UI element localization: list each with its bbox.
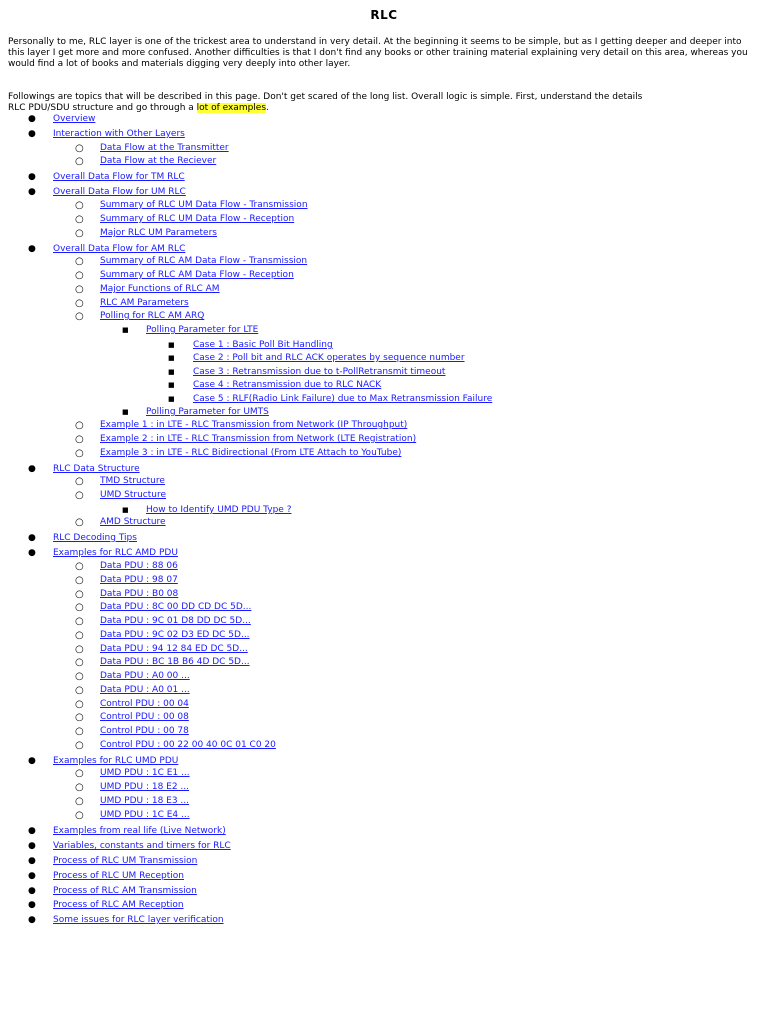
bullet-icon: ○ — [75, 685, 84, 696]
bullet-icon: ■ — [122, 408, 129, 416]
toc-link[interactable]: RLC Decoding Tips — [53, 533, 137, 543]
toc-link[interactable]: Data PDU : 9C 01 D8 DD DC 5D... — [100, 616, 251, 626]
bullet-icon: ● — [28, 841, 36, 851]
toc-item — [0, 671, 768, 682]
toc-item — [0, 644, 768, 655]
bullet-icon: ○ — [75, 311, 84, 322]
toc-item — [0, 228, 768, 239]
toc-item — [0, 505, 768, 516]
toc-link[interactable]: Some issues for RLC layer verification — [53, 915, 224, 925]
bullet-icon: ● — [28, 856, 36, 866]
bullet-icon: ○ — [75, 740, 84, 751]
toc-item — [0, 214, 768, 225]
toc-item — [0, 200, 768, 211]
toc-item — [0, 434, 768, 445]
toc-item — [0, 311, 768, 322]
toc-item — [0, 284, 768, 295]
toc-link[interactable]: Summary of RLC AM Data Flow - Transmission — [100, 256, 308, 266]
bullet-icon: ○ — [75, 616, 84, 627]
bullet-icon: ● — [28, 886, 36, 896]
bullet-icon: ○ — [75, 284, 84, 295]
bullet-icon: ○ — [75, 796, 84, 807]
bullet-icon: ○ — [75, 256, 84, 267]
toc-item — [0, 685, 768, 696]
toc-item — [0, 726, 768, 737]
highlight-lot-of-examples: lot of examples — [196, 103, 267, 113]
toc-link[interactable]: Polling Parameter for LTE — [146, 325, 259, 335]
bullet-icon: ● — [28, 826, 36, 836]
toc-link[interactable]: Summary of RLC UM Data Flow - Reception — [100, 214, 295, 224]
toc-link[interactable]: UMD PDU : 18 E3 ... — [100, 796, 190, 806]
bullet-icon: ○ — [75, 575, 84, 586]
toc-link[interactable]: TMD Structure — [100, 476, 165, 486]
toc-link[interactable]: Overall Data Flow for AM RLC — [53, 244, 186, 254]
bullet-icon: ○ — [75, 671, 84, 682]
toc-link[interactable]: RLC AM Parameters — [100, 298, 189, 308]
toc-link[interactable]: Process of RLC AM Reception — [53, 900, 184, 910]
toc-link[interactable]: Control PDU : 00 08 — [100, 712, 189, 722]
bullet-icon: ● — [28, 915, 36, 925]
toc-item — [0, 380, 768, 391]
toc-item — [0, 367, 768, 378]
toc-item — [0, 756, 768, 767]
toc-link[interactable]: Control PDU : 00 22 00 40 0C 01 C0 20 — [100, 740, 276, 750]
toc-item — [0, 602, 768, 613]
toc-item — [0, 533, 768, 544]
bullet-icon: ○ — [75, 517, 84, 528]
toc-item — [0, 156, 768, 167]
toc-link[interactable]: Process of RLC UM Reception — [53, 871, 184, 881]
toc-link[interactable]: Examples from real life (Live Network) — [53, 826, 226, 836]
bullet-icon: ● — [28, 533, 36, 543]
bullet-icon: ○ — [75, 768, 84, 779]
bullet-icon: ○ — [75, 434, 84, 445]
toc-link[interactable]: Case 1 : Basic Poll Bit Handling — [193, 340, 333, 350]
bullet-icon: ■ — [122, 326, 129, 334]
toc-item — [0, 548, 768, 559]
toc-item — [0, 561, 768, 572]
toc-item — [0, 325, 768, 336]
toc-item — [0, 589, 768, 600]
toc-link[interactable]: Data PDU : 9C 02 D3 ED DC 5D... — [100, 630, 250, 640]
toc-link[interactable]: Example 1 : in LTE - RLC Transmission from Network (IP Throughput) — [100, 420, 408, 430]
topics-intro — [8, 92, 760, 114]
toc-item — [0, 448, 768, 459]
toc-item — [0, 114, 768, 125]
bullet-icon: ○ — [75, 782, 84, 793]
toc-item — [0, 575, 768, 586]
toc-item — [0, 298, 768, 309]
topics-intro-line1: Followings are topics that will be described in this page. Don't get scared of the long list. Overall logic is simple. First, understand the details — [8, 92, 643, 102]
bullet-icon: ■ — [168, 341, 175, 349]
bullet-icon: ○ — [75, 420, 84, 431]
toc-link[interactable]: UMD PDU : 1C E1 ... — [100, 768, 190, 778]
toc-item — [0, 143, 768, 154]
toc-link[interactable]: Overall Data Flow for TM RLC — [53, 172, 185, 182]
toc-link[interactable]: Control PDU : 00 78 — [100, 726, 189, 736]
toc-item — [0, 256, 768, 267]
bullet-icon: ● — [28, 900, 36, 910]
toc-link[interactable]: Data PDU : BC 1B B6 4D DC 5D... — [100, 657, 250, 667]
bullet-icon: ○ — [75, 490, 84, 501]
bullet-icon: ■ — [122, 506, 129, 514]
toc-item — [0, 810, 768, 821]
bullet-icon: ● — [28, 871, 36, 881]
bullet-icon: ■ — [168, 381, 175, 389]
toc-link[interactable]: Process of RLC AM Transmission — [53, 886, 197, 896]
toc-item — [0, 826, 768, 837]
toc-link[interactable]: Polling for RLC AM ARQ — [100, 311, 205, 321]
bullet-icon: ○ — [75, 200, 84, 211]
toc-item — [0, 420, 768, 431]
toc-link[interactable]: UMD PDU : 18 E2 ... — [100, 782, 190, 792]
toc-link[interactable]: Data PDU : 98 07 — [100, 575, 178, 585]
toc-link[interactable]: Summary of RLC AM Data Flow - Reception — [100, 270, 294, 280]
bullet-icon: ● — [28, 114, 36, 124]
toc-link[interactable]: Data PDU : 88 06 — [100, 561, 178, 571]
bullet-icon: ○ — [75, 561, 84, 572]
toc-link[interactable]: Summary of RLC UM Data Flow - Transmission — [100, 200, 308, 210]
toc-item — [0, 782, 768, 793]
toc-link[interactable]: How to Identify UMD PDU Type ? — [146, 505, 292, 515]
bullet-icon: ○ — [75, 630, 84, 641]
bullet-icon: ■ — [168, 354, 175, 362]
toc-item — [0, 464, 768, 475]
toc-item — [0, 841, 768, 852]
toc-item — [0, 270, 768, 281]
toc-item — [0, 796, 768, 807]
bullet-icon: ○ — [75, 589, 84, 600]
bullet-icon: ● — [28, 129, 36, 139]
toc-link[interactable]: Case 5 : RLF(Radio Link Failure) due to Max Retransmission Failure — [193, 394, 493, 404]
bullet-icon: ○ — [75, 298, 84, 309]
toc-item — [0, 172, 768, 183]
toc-item — [0, 407, 768, 418]
bullet-icon: ○ — [75, 228, 84, 239]
bullet-icon: ○ — [75, 270, 84, 281]
bullet-icon: ● — [28, 756, 36, 766]
toc-link[interactable]: Data PDU : B0 08 — [100, 589, 179, 599]
toc-link[interactable]: Data PDU : A0 01 ... — [100, 685, 190, 695]
toc-item — [0, 490, 768, 501]
toc-link[interactable]: Examples for RLC AMD PDU — [53, 548, 178, 558]
toc-link[interactable]: Overview — [53, 114, 96, 124]
bullet-icon: ○ — [75, 644, 84, 655]
bullet-icon: ○ — [75, 448, 84, 459]
toc-link[interactable]: Data PDU : 94 12 84 ED DC 5D... — [100, 644, 248, 654]
toc-link[interactable]: Data PDU : A0 00 ... — [100, 671, 190, 681]
toc-link[interactable]: RLC Data Structure — [53, 464, 140, 474]
toc-link[interactable]: Example 2 : in LTE - RLC Transmission from Network (LTE Registration) — [100, 434, 417, 444]
toc-link[interactable]: Data Flow at the Reciever — [100, 156, 217, 166]
topics-intro-period: . — [266, 103, 269, 113]
bullet-icon: ○ — [75, 699, 84, 710]
toc-link[interactable]: Control PDU : 00 04 — [100, 699, 189, 709]
toc-item — [0, 712, 768, 723]
toc-item — [0, 871, 768, 882]
toc-link[interactable]: Data Flow at the Transmitter — [100, 143, 229, 153]
bullet-icon: ○ — [75, 214, 84, 225]
toc-item — [0, 886, 768, 897]
toc-item — [0, 187, 768, 198]
toc-item — [0, 476, 768, 487]
page-title: RLC — [370, 8, 398, 22]
toc-item — [0, 630, 768, 641]
toc-item — [0, 740, 768, 751]
toc-item — [0, 244, 768, 255]
bullet-icon: ● — [28, 464, 36, 474]
toc-link[interactable]: Case 4 : Retransmission due to RLC NACK — [193, 380, 382, 390]
toc-link[interactable]: Data PDU : 8C 00 DD CD DC 5D... — [100, 602, 252, 612]
toc-link[interactable]: UMD PDU : 1C E4 ... — [100, 810, 190, 820]
toc-item — [0, 517, 768, 528]
toc-link[interactable]: Polling Parameter for UMTS — [146, 407, 269, 417]
toc-item — [0, 340, 768, 351]
toc-item — [0, 616, 768, 627]
bullet-icon: ○ — [75, 726, 84, 737]
toc-link[interactable]: UMD Structure — [100, 490, 167, 500]
bullet-icon: ● — [28, 172, 36, 182]
toc-item — [0, 900, 768, 911]
bullet-icon: ■ — [168, 368, 175, 376]
bullet-icon: ○ — [75, 657, 84, 668]
bullet-icon: ● — [28, 548, 36, 558]
intro-paragraph: Personally to me, RLC layer is one of the trickest area to understand in very detail. At the beginning it seems to be simple, but as I getting deeper and deeper into this layer I get more and more confused. Another difficulties is that I don't find any books or other training material explaining very detail on this area, whereas you would find a lot of books and materials digging very deeply into other layer. — [8, 37, 748, 69]
bullet-icon: ○ — [75, 602, 84, 613]
bullet-icon: ○ — [75, 810, 84, 821]
toc-link[interactable]: Case 3 : Retransmission due to t-PollRetransmit timeout — [193, 367, 446, 377]
toc-link[interactable]: Process of RLC UM Transmission — [53, 856, 198, 866]
bullet-icon: ● — [28, 187, 36, 197]
bullet-icon: ○ — [75, 476, 84, 487]
toc-item — [0, 768, 768, 779]
toc-link[interactable]: AMD Structure — [100, 517, 166, 527]
bullet-icon: ○ — [75, 712, 84, 723]
toc-item — [0, 129, 768, 140]
toc-link[interactable]: Example 3 : in LTE - RLC Bidirectional (From LTE Attach to YouTube) — [100, 448, 402, 458]
toc-link[interactable]: Case 2 : Poll bit and RLC ACK operates by sequence number — [193, 353, 465, 363]
bullet-icon: ■ — [168, 395, 175, 403]
toc-item — [0, 699, 768, 710]
bullet-icon: ○ — [75, 156, 84, 167]
toc-item — [0, 657, 768, 668]
bullet-icon: ● — [28, 244, 36, 254]
toc-item — [0, 353, 768, 364]
toc-item — [0, 856, 768, 867]
toc-link[interactable]: Major Functions of RLC AM — [100, 284, 220, 294]
toc-item — [0, 394, 768, 405]
toc-link[interactable]: Variables, constants and timers for RLC — [53, 841, 231, 851]
toc-link[interactable]: Examples for RLC UMD PDU — [53, 756, 179, 766]
toc-item — [0, 915, 768, 926]
toc-link[interactable]: Interaction with Other Layers — [53, 129, 185, 139]
topics-intro-line2: RLC PDU/SDU structure and go through a — [8, 103, 197, 113]
toc-link[interactable]: Major RLC UM Parameters — [100, 228, 217, 238]
toc-link[interactable]: Overall Data Flow for UM RLC — [53, 187, 186, 197]
bullet-icon: ○ — [75, 143, 84, 154]
